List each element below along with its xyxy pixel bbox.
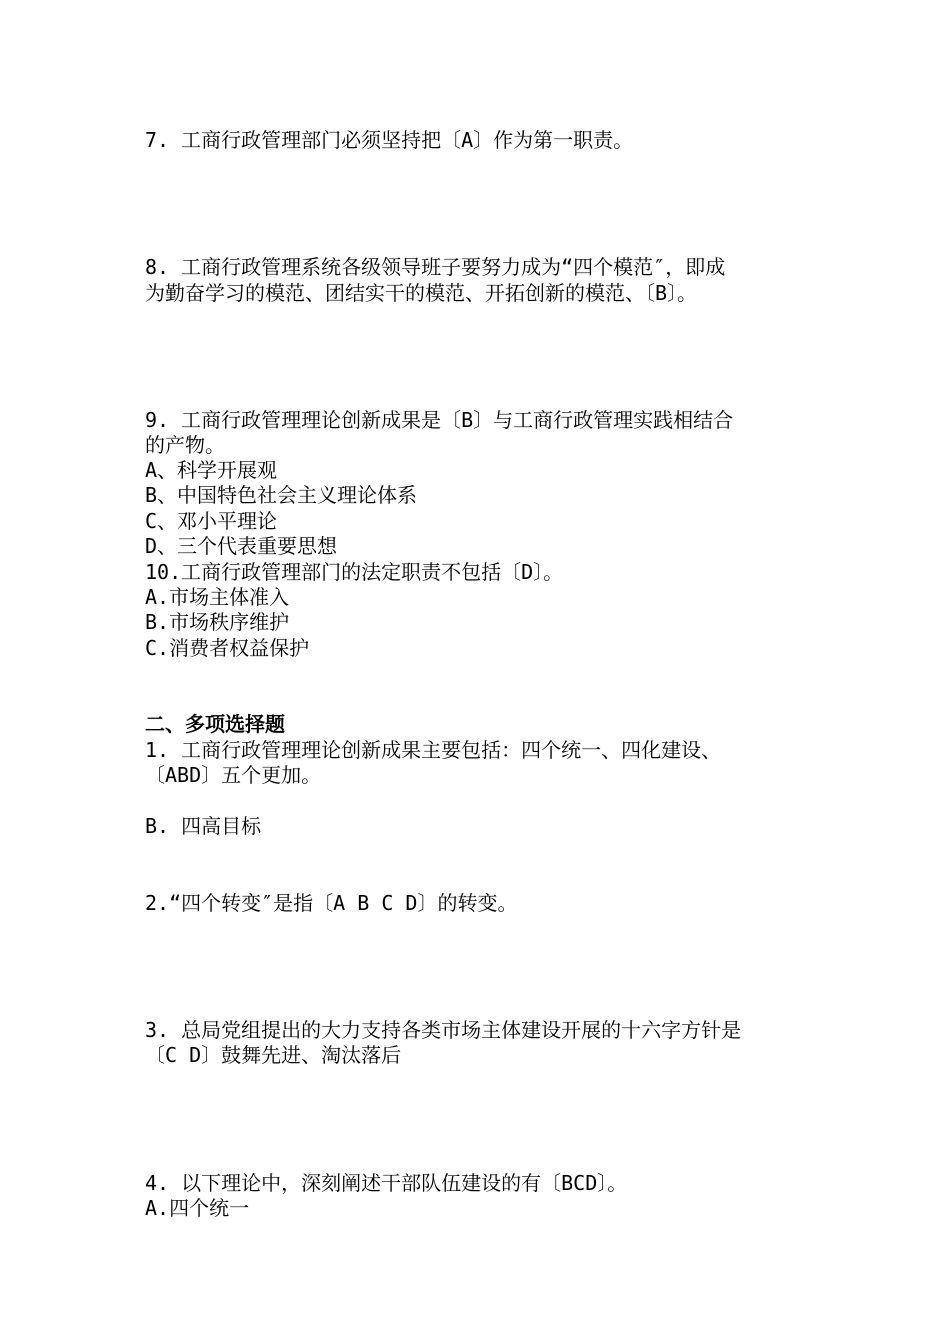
option-b: B. 四高目标 [145, 814, 262, 838]
question-10: 10.工商行政管理部门的法定职责不包括〔D〕。 [145, 560, 564, 584]
question-9-line-1: 9. 工商行政管理理论创新成果是〔B〕与工商行政管理实践相结合 [145, 408, 734, 432]
mc-question-4: 4. 以下理论中，深刻阐述干部队伍建设的有〔BCD〕。 [145, 1171, 628, 1195]
option-c: C、邓小平理论 [145, 509, 278, 533]
option-a: A.四个统一 [145, 1196, 250, 1220]
question-8-line-2: 为勤奋学习的模范、团结实干的模范、开拓创新的模范、〔B〕。 [145, 281, 698, 305]
option-d: D、三个代表重要思想 [145, 534, 338, 558]
question-8-line-1: 8. 工商行政管理系统各级领导班子要努力成为“四个模范″，即成 [145, 255, 726, 279]
mc-question-1-line-1: 1. 工商行政管理理论创新成果主要包括：四个统一、四化建设、 [145, 738, 722, 762]
section-heading: 二、多项选择题 [145, 712, 285, 736]
mc-question-2: 2.“四个转变″是指〔A B C D〕的转变。 [145, 891, 518, 915]
option-b: B、中国特色社会主义理论体系 [145, 483, 418, 507]
mc-question-1-line-2: 〔ABD〕五个更加。 [145, 763, 322, 787]
question-7: 7. 工商行政管理部门必须坚持把〔A〕作为第一职责。 [145, 128, 634, 152]
option-a: A.市场主体准入 [145, 585, 290, 609]
option-c: C.消费者权益保护 [145, 636, 310, 660]
mc-question-3-line-1: 3. 总局党组提出的大力支持各类市场主体建设开展的十六字方针是 [145, 1018, 742, 1042]
question-9-line-2: 的产物。 [145, 433, 225, 457]
mc-question-3-line-2: 〔C D〕鼓舞先进、淘汰落后 [145, 1043, 402, 1067]
option-a: A、科学开展观 [145, 458, 278, 482]
option-b: B.市场秩序维护 [145, 610, 290, 634]
